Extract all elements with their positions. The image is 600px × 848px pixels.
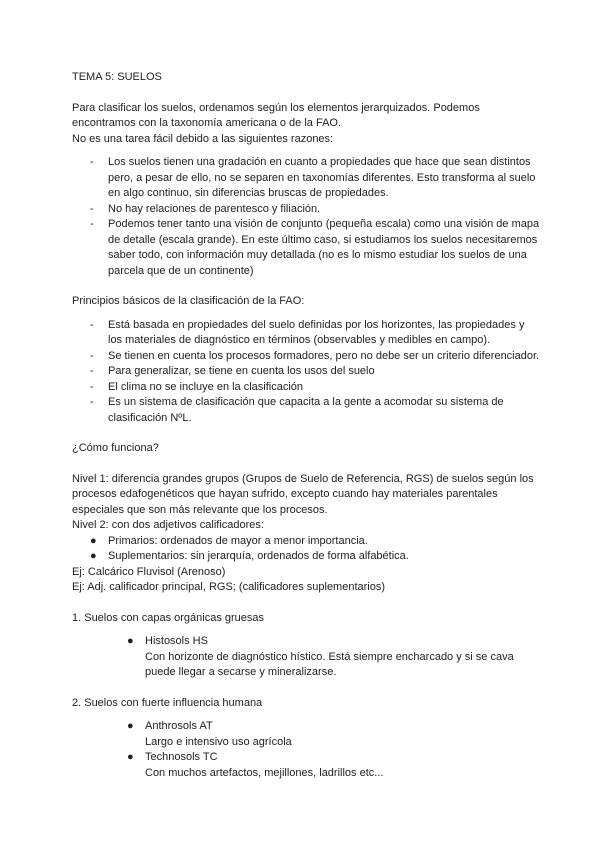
list-item — [72, 155, 540, 202]
list-item-text: Se tienen en cuenta los procesos formadores, pero no debe ser un criterio diferenciador. — [108, 349, 540, 362]
example-2: Ej: Adj. calificador principal, RGS; (calificadores suplementarios) — [72, 581, 386, 593]
soil-name: Anthrosols AT — [145, 720, 213, 732]
bullet-icon: ● — [127, 751, 134, 763]
intro-paragraph-1: Para clasificar los suelos, ordenamos según los elementos jerarquizados. Podemos encontramos con la taxonomía americana o de la FAO. — [72, 101, 480, 129]
reasons-list — [72, 155, 540, 279]
group-heading: 2. Suelos con fuerte influencia humana — [72, 696, 263, 709]
dash-bullet: - — [90, 156, 94, 168]
page-title: TEMA 5: SUELOS — [72, 71, 162, 83]
dash-bullet: - — [90, 349, 94, 362]
soil-name: Histosols HS — [145, 635, 208, 647]
dash-bullet: - — [90, 396, 94, 408]
list-item — [72, 217, 540, 279]
bullet-icon: ● — [90, 550, 97, 562]
soil-description: Largo e intensivo uso agrícola — [145, 735, 292, 748]
list-item — [72, 549, 540, 565]
list-item — [72, 349, 540, 365]
how-heading: ¿Cómo funciona? — [72, 442, 159, 454]
list-item — [72, 534, 540, 550]
dash-bullet: - — [90, 365, 94, 377]
soil-group-list — [72, 634, 540, 681]
list-item — [72, 634, 540, 681]
soil-name: Technosols TC — [145, 751, 218, 763]
level2-paragraph: Nivel 2: con dos adjetivos calificadores: — [72, 519, 264, 531]
list-item-text: No hay relaciones de parentesco y filiación. — [108, 202, 321, 215]
level1-paragraph: Nivel 1: diferencia grandes grupos (Grupos de Suelo de Referencia, RGS) de suelos según los procesos edafogenéticos que hayan sufrido, excepto cuando hay materiales parentales especiales que son más relevante que los procesos. — [72, 472, 534, 516]
list-item — [72, 395, 540, 426]
dash-bullet: - — [90, 218, 94, 230]
bullet-icon: ● — [90, 534, 97, 547]
dash-bullet: - — [90, 318, 94, 331]
list-item-text: Para generalizar, se tiene en cuenta los usos del suelo — [108, 365, 375, 377]
list-item-text: Los suelos tienen una gradación en cuanto a propiedades que hace que sean distintos pero, a pesar de ello, no se separen en taxonomías diferentes. Esto transforma al suelo en algo continuo, sin diferencias bruscas de propiedades. — [108, 156, 536, 199]
list-item — [72, 318, 540, 349]
soil-description: Con muchos artefactos, mejillones, ladrillos etc... — [145, 766, 384, 779]
list-item-text: El clima no se incluye en la clasificación — [108, 380, 304, 393]
list-item-text: Suplementarios: sin jerarquía, ordenados de forma alfabética. — [108, 550, 409, 562]
soil-description: Con horizonte de diagnóstico hístico. Está siempre encharcado y si se cava puede llegar a secarse y mineralizarse. — [145, 650, 514, 678]
bullet-icon: ● — [127, 635, 134, 647]
list-item — [72, 364, 540, 380]
list-item — [72, 750, 540, 781]
soil-group-list — [72, 719, 540, 781]
intro-paragraph-2: No es una tarea fácil debido a las siguientes razones: — [72, 132, 334, 145]
list-item-text: Primarios: ordenados de mayor a menor importancia. — [108, 534, 368, 547]
bullet-icon: ● — [127, 720, 134, 732]
principles-list — [72, 318, 540, 427]
list-item — [72, 202, 540, 218]
list-item — [72, 380, 540, 396]
list-item-text: Es un sistema de clasificación que capacita a la gente a acomodar su sistema de clasificación NºL. — [108, 396, 504, 424]
dash-bullet: - — [90, 380, 94, 393]
example-1: Ej: Calcárico Fluvisol (Arenoso) — [72, 565, 226, 578]
list-item-text: Está basada en propiedades del suelo definidas por los horizontes, las propiedades y los materiales de diagnóstico en términos (observables y medibles en campo). — [108, 318, 525, 346]
list-item-text: Podemos tener tanto una visión de conjunto (pequeña escala) como una visión de mapa de detalle (escala grande). En este último caso, si estudiamos los suelos necesitaremos saber todo, con información muy detallada (no es lo mismo estudiar los suelos de una parcela que de un continente) — [108, 218, 540, 277]
dash-bullet: - — [90, 202, 94, 215]
principles-heading: Principios básicos de la clasificación de la FAO: — [72, 295, 305, 307]
list-item — [72, 719, 540, 750]
qualifiers-list — [72, 534, 540, 565]
group-heading: 1. Suelos con capas orgánicas gruesas — [72, 611, 265, 624]
